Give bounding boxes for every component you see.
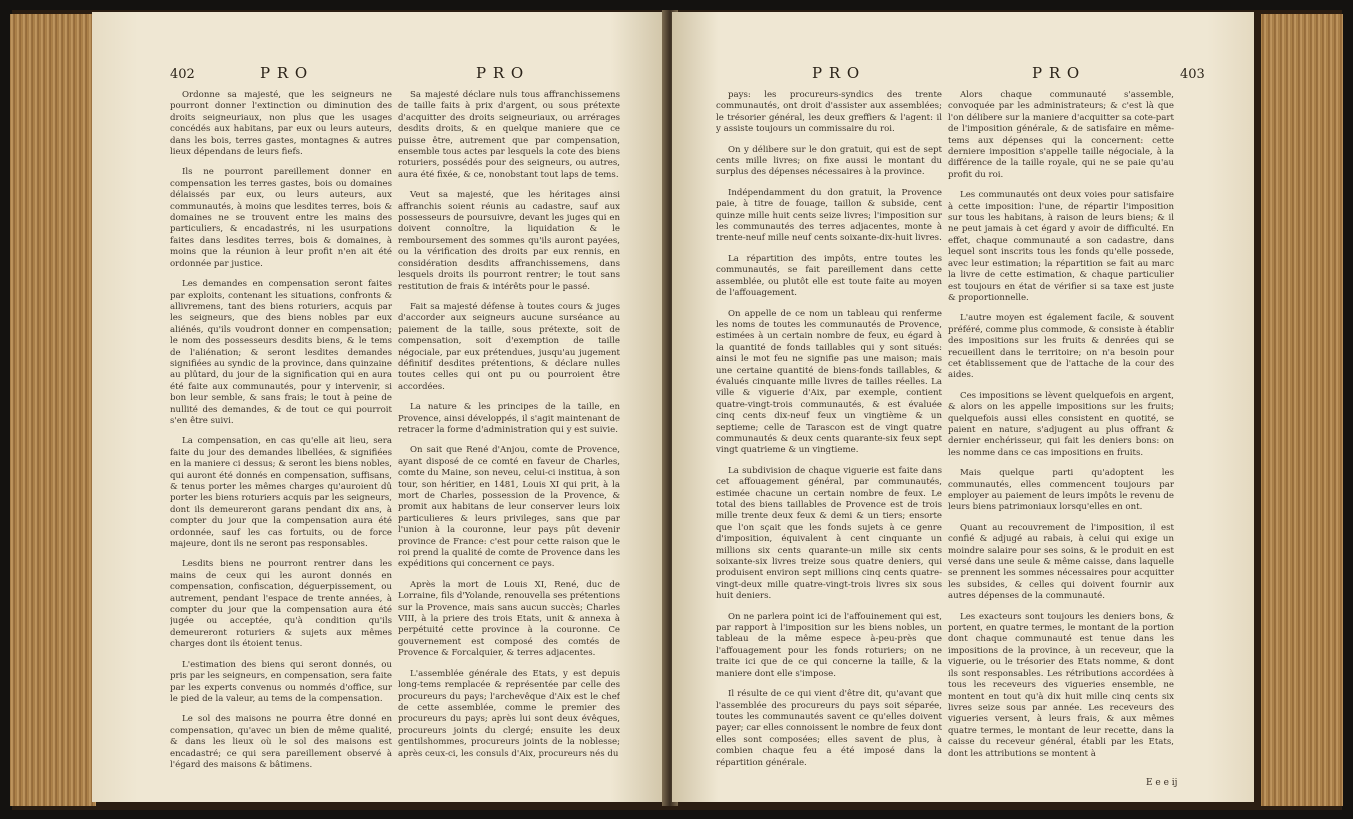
right-page-number: 403: [1180, 67, 1205, 82]
paragraph: Ordonne sa majesté, que les seigneurs ne pourront donner l'extinction ou diminution des droits seigneuriaux, non plus que les usages concédés aux habitans, par eux ou leurs auteurs, dans les bois, terres gastes, montagnes & autres lieux dépendans de leurs fiefs.: [170, 90, 392, 158]
right-column-2: [948, 90, 1174, 774]
right-page-edges: [1261, 14, 1343, 806]
paragraph: On sait que René d'Anjou, comte de Provence, ayant disposé de ce comté en faveur de Charles, comte du Maine, son neveu, celui-ci institua, à son tour, son héritier, en 1481, Louis XI qui prit, à la mort de Charles, possession de la Provence, & promit aux habitans de leur conserver leurs loix particulieres & leurs privileges, sans que par l'union à la couronne, leur pays pût devenir province de France: c'est pour cette raison que le roi prend la qualité de comte de Provence dans les expéditions qui concernent ce pays.: [398, 445, 620, 570]
paragraph: Après la mort de Louis XI, René, duc de Lorraine, fils d'Yolande, renouvella ses prétentions sur la Provence, mais sans aucun succès; Charles VIII, à la priere des trois Etats, unit & annexa à perpétuité cette province à la couronne. Ce gouvernement est composé des comtés de Provence & Forcalquier, & terres adjacentes.: [398, 579, 620, 659]
paragraph: Sa majesté déclare nuls tous affranchissemens de taille faits à prix d'argent, ou sous prétexte d'acquitter des droits seigneuriaux, ou arrérages desdits droits, & en quelque maniere que ce puisse être, autrement que par compensation, ensemble tous actes par lesquels la cote des biens roturiers, possédés pour des seigneurs, ou autres, aura été fixée, & ce, nonobstant tout laps de tems.: [398, 90, 620, 180]
paragraph: Ils ne pourront pareillement donner en compensation les terres gastes, bois ou domaines délaissés par eux, ou leurs auteurs, aux communautés, à moins que lesdites terres, bois & domaines ne se trouvent entre les mains des particuliers, & encadastrés, ni les usurpations faites dans lesdites terres, bois & domaines, à moins que la réunion à leur profit n'en ait été ordonnée par justice.: [170, 167, 392, 269]
paragraph: Indépendamment du don gratuit, la Provence paie, à titre de fouage, taillon & subside, cent quinze mille huit cents seize livres; l'imposition sur les communautés des terres adjacentes, monte à trente-neuf mille neuf cents soixante-dix-huit livres.: [716, 187, 942, 244]
paragraph: La compensation, en cas qu'elle ait lieu, sera faite du jour des demandes libellées, & signifiées en la maniere ci dessus; & seront les biens nobles, qui auront été donnés en compensation, suffisans, & tenus porter les mêmes charges qu'auroient dû porter les biens roturiers acquis par les seigneurs, dont ils demeureront garans pendant dix ans, à compter du jour que la compensation aura été ordonnée, sauf les cas fortuits, ou de force majeure, dont ils ne seront pas responsables.: [170, 436, 392, 550]
paragraph: Fait sa majesté défense à toutes cours & juges d'accorder aux seigneurs aucune surséance au paiement de la taille, sous prétexte, soit de compensation, soit d'exemption de taille négociale, par eux prétendues, jusqu'au jugement définitif desdites prétentions, & déclare nulles toutes celles qui ont pu ou pourroient être accordées.: [398, 301, 620, 392]
paragraph: L'assemblée générale des Etats, y est depuis long-tems remplacée & représentée par celle des procureurs du pays; l'archevêque d'Aix est le chef de cette assemblée, comme le premier des procureurs du pays; après lui sont deux évêques, procureurs joints du clergé; ensuite les deux gentilshommes, procureurs joints de la noblesse; après ceux-ci, les consuls d'Aix, procureurs nés du: [398, 668, 620, 759]
paragraph: Les communautés ont deux voies pour satisfaire à cette imposition: l'une, de répartir l'imposition sur tous les habitans, à raison de leurs biens; & il ne peut jamais à cet égard y avoir de difficulté. En effet, chaque communauté a son cadastre, dans lequel sont inscrits tous les fonds qu'elle possede, avec leur estimation; la répartition se fait au marc la livre de cette estimation, & chaque particulier est toujours en état de vérifier si sa taxe est juste & proportionnelle.: [948, 190, 1174, 303]
paragraph: La nature & les principes de la taille, en Provence, ainsi développés, il s'agit maintenant de retracer la forme d'administration qui y est suivie.: [398, 402, 620, 435]
paragraph: L'estimation des biens qui seront donnés, ou pris par les seigneurs, en compensation, sera faite par les experts convenus ou nommés d'office, sur le pied de la valeur, au tems de la compensation.: [170, 659, 392, 704]
right-column-1: [716, 90, 942, 786]
right-running-head-2: P R O: [1032, 64, 1081, 82]
paragraph: La répartition des impôts, entre toutes les communautés, se fait pareillement dans cette assemblée, ou plutôt elle est toute faite au moyen de l'affouagement.: [716, 253, 942, 299]
paragraph: Le sol des maisons ne pourra être donné en compensation, qu'avec un bien de même qualité, & dans les lieux où le sol des maisons est encadastré; ce qui sera pareillement observé à l'égard des maisons & bâtimens.: [170, 714, 392, 770]
paragraph: Alors chaque communauté s'assemble, convoquée par les administrateurs; & c'est là que l'on délibere sur la maniere d'acquitter sa cote-part de l'imposition générale, & de satisfaire en même-tems aux dépenses qui la concernent: cette derniere imposition s'appelle taille négociale, à la différence de la taille royale, qui ne se paie qu'au profit du roi.: [948, 90, 1174, 180]
paragraph: L'autre moyen est également facile, & souvent préféré, comme plus commode, & consiste à établir des impositions sur les fruits & denrées qui se recueillent dans le territoire; on n'a besoin pour cet établissement que de l'attache de la cour des aides.: [948, 313, 1174, 381]
left-running-head-2: P R O: [476, 64, 525, 82]
left-page: [92, 12, 668, 802]
left-page-number: 402: [170, 67, 195, 82]
paragraph: Il résulte de ce qui vient d'être dit, qu'avant que l'assemblée des procureurs du pays soit séparée, toutes les communautés savent ce qu'elles doivent payer; car elles connoissent le nombre de feux dont elles sont composées; elles savent de plus, à combien chaque feu a été imposé dans la répartition générale.: [716, 689, 942, 768]
signature-mark: E e e ij: [1146, 778, 1178, 788]
right-page: [672, 12, 1254, 802]
left-page-edges: [10, 14, 96, 806]
left-column-2: [398, 90, 620, 786]
paragraph: Les exacteurs sont toujours les deniers bons, & portent, en quatre termes, le montant de la portion dont chaque communauté est tenue dans les impositions de la province, à un receveur, que la viguerie, ou le trésorier des Etats nomme, & dont ils sont responsables. Les rétributions accordées à tous les receveurs des vigueries ensemble, ne montent en tout qu'à dix huit mille cinq cents six livres seize sous par année. Les receveurs des vigueries versent, à leurs frais, & aux mêmes quatre termes, le montant de leur recette, dans la caisse du receveur général, établi par les Etats, dont les attributions se montent à: [948, 611, 1174, 759]
paragraph: On y délibere sur le don gratuit, qui est de sept cents mille livres; on fixe aussi le montant du surplus des dépenses nécessaires à la province.: [716, 144, 942, 178]
paragraph: Lesdits biens ne pourront rentrer dans les mains de ceux qui les auront donnés en compensation, confiscation, déguerpissement, ou autrement, pendant l'espace de trente années, à compter du jour que la compensation aura été jugée ou acceptée, qu'à condition qu'ils demeureront roturiers & sujets aux mêmes charges dont ils étoient tenus.: [170, 559, 392, 650]
paragraph: On ne parlera point ici de l'affouinement qui est, par rapport à l'imposition sur les biens nobles, un tableau de la même espece à-peu-près que l'affouagement pour les fonds roturiers; on ne traite ici que de ce qui concerne la taille, & la maniere dont elle s'impose.: [716, 611, 942, 679]
paragraph: Les demandes en compensation seront faites par exploits, contenant les situations, confronts & allivremens, tant des biens roturiers, acquis par les seigneurs, que des biens nobles par eux aliénés, qu'ils voudront donner en compensation; le nom des possesseurs desdits biens, & le tems de l'aliénation; & seront lesdites demandes signifiées au syndic de la province, dans quinzaine au plûtard, du jour de la signification qui en aura été faite aux communautés, pour y intervenir, si bon leur semble, & sans frais; le tout à peine de nullité des demandes, & de tout ce qui pourroit s'en être suivi.: [170, 279, 392, 426]
paragraph: Quant au recouvrement de l'imposition, il est confié & adjugé au rabais, à celui qui exige un moindre salaire pour ses soins, & le produit en est versé dans une seule & même caisse, dans laquelle se prennent les sommes nécessaires pour acquitter les subsides, & celles qui doivent fournir aux autres dépenses de la communauté.: [948, 522, 1174, 602]
paragraph: pays: les procureurs-syndics des trente communautés, ont droit d'assister aux assemblées; le trésorier général, les deux greffiers & l'agent: il y assiste toujours un commissaire du roi.: [716, 90, 942, 135]
left-running-head-1: P R O: [260, 64, 309, 82]
paragraph: Veut sa majesté, que les héritages ainsi affranchis soient réunis au cadastre, sauf aux possesseurs de poursuivre, devant les juges qui en doivent connoître, la liquidation & le remboursement des sommes qu'ils auront payées, ou la vérification des droits par eux rennis, en considération desdits affranchissemens, dans lesquels droits ils pourront rentrer; le tout sans restitution de frais & intérêts pour le passé.: [398, 190, 620, 292]
left-column-1: [170, 90, 392, 786]
right-running-head-1: P R O: [812, 64, 861, 82]
paragraph: Mais quelque parti qu'adoptent les communautés, elles commencent toujours par employer au paiement de leurs impôts le revenu de leurs biens patrimoniaux lorsqu'elles en ont.: [948, 468, 1174, 513]
paragraph: On appelle de ce nom un tableau qui renferme les noms de toutes les communautés de Provence, estimées à un certain nombre de feux, eu égard à la quantité de fonds taillables qui y sont situés: ainsi le mot feu ne signifie pas une maison; mais une certaine quantité de biens-fonds taillables, & évalués cinquante mille livres de tailles réelles. La ville & viguerie d'Aix, par exemple, contient quatre-vingt-trois communautés, & est évaluée cinq cents dix-neuf feux un vingtième & un septieme; celle de Tarascon est de vingt quatre communautés & deux cents quarante-six feux sept vingt quatrieme & un vingtieme.: [716, 308, 942, 456]
paragraph: La subdivision de chaque viguerie est faite dans cet affouagement général, par communautés, estimée chacune un certain nombre de feux. Le total des biens taillables de Provence est de trois mille trente deux feux & demi & un tiers; ensorte que l'on sçait que les fonds sujets à ce genre d'imposition, équivalent à cent cinquante un millions six cents quarante-un mille six cents soixante-six livres treize sous quatre deniers, qui produisent environ sept millions cinq cents quatre-vingt-deux mille quatre-vingt-trois livres six sous huit deniers.: [716, 465, 942, 602]
paragraph: Ces impositions se lèvent quelquefois en argent, & alors on les appelle impositions sur les fruits; quelquefois aussi elles consistent en quotité, se paient en nature, s'adjugent au plus offrant & dernier enchérisseur, qui fait les deniers bons: on les nomme dans ce cas impositions en fruits.: [948, 390, 1174, 458]
